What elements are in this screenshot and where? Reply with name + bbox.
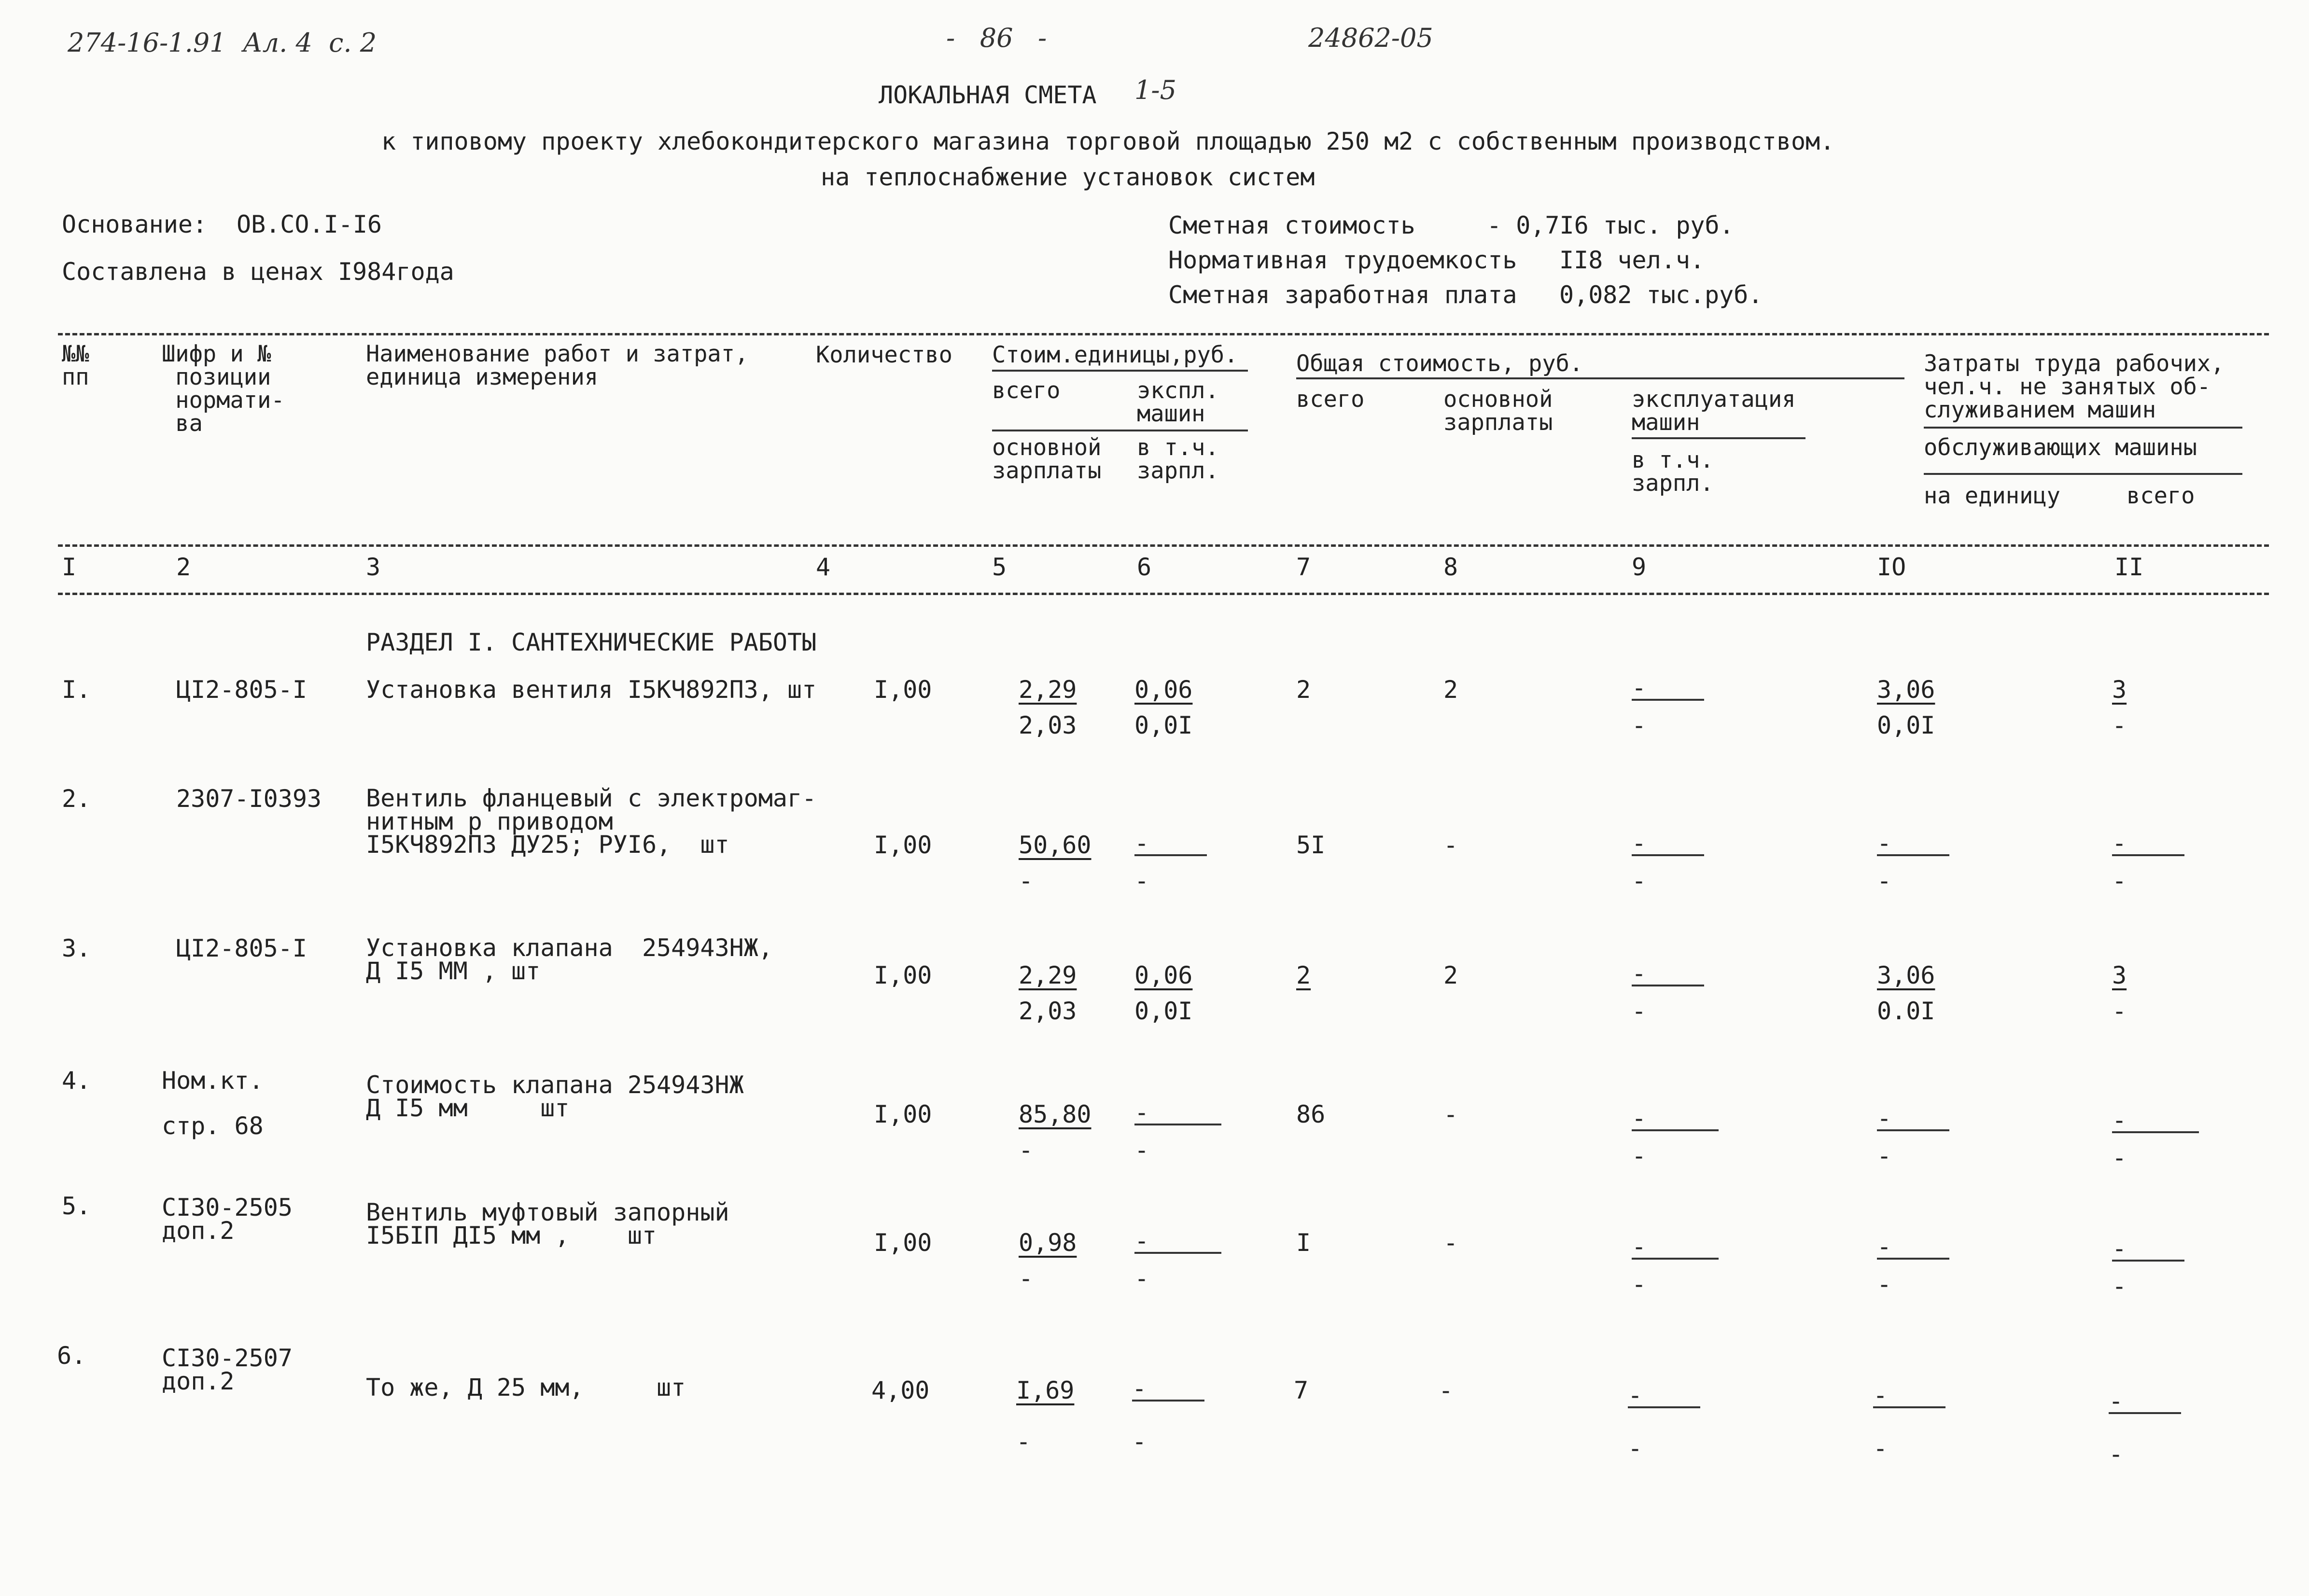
row-labor-total: - xyxy=(2109,1387,2124,1415)
row-total-mach-rule xyxy=(1632,1129,1719,1131)
row-total-mach-wage: - xyxy=(1632,1270,1647,1298)
page-number: - 86 - xyxy=(946,23,1047,53)
row-labor-unit-b: - xyxy=(1877,1270,1892,1298)
row-qty: 4,00 xyxy=(871,1376,930,1404)
row-total: 7 xyxy=(1294,1376,1309,1404)
header-unit-cost-group: Стоим.единицы,руб. xyxy=(992,342,1238,368)
row-unit-mach-wage: - xyxy=(1134,1136,1149,1164)
header-labor-unit: на единицу xyxy=(1924,483,2060,509)
row-total-mach-wage: - xyxy=(1632,997,1647,1025)
row-name: Вентиль муфтовый запорный I5БIП ДI5 мм , шт xyxy=(366,1198,729,1249)
section-title: РАЗДЕЛ I. САНТЕХНИЧЕСКИЕ РАБОТЫ xyxy=(366,628,817,656)
row-labor-unit-rule xyxy=(1873,1406,1945,1408)
row-unit-mach-wage: - xyxy=(1134,867,1149,895)
row-unit-mach-rule xyxy=(1132,1400,1204,1402)
header-unit-wage: основной зарплаты xyxy=(992,434,1102,484)
column-number: 3 xyxy=(366,553,381,581)
header-col-4: Количество xyxy=(816,342,952,368)
row-total-mach-wage: - xyxy=(1632,1142,1647,1170)
row-unit-wage: - xyxy=(1019,867,1034,895)
header-col-3: Наименование работ и затрат, единица измерения xyxy=(366,341,749,390)
row-unit-total: 2,29 xyxy=(1019,676,1077,704)
row-qty: I,00 xyxy=(874,1229,932,1257)
row-unit-mach-rule xyxy=(1134,1252,1221,1254)
labor-label: Нормативная трудоемкость xyxy=(1168,246,1517,274)
row-total-mach-wage: - xyxy=(1632,867,1647,895)
row-total: I xyxy=(1296,1229,1311,1257)
unit-cost-sub-rule xyxy=(992,430,1248,431)
column-number: 4 xyxy=(816,553,831,581)
header-total-mach: эксплуатация машин xyxy=(1632,386,1796,436)
row-labor-total-rule xyxy=(2112,1260,2184,1262)
row-labor-unit-b: - xyxy=(1873,1434,1888,1462)
row-total-mach-rule xyxy=(1632,699,1704,701)
row-unit-wage: - xyxy=(1019,1136,1034,1164)
subtitle-line-1: к типовому проекту хлебокондитерского магазина торговой площадью 250 м2 с собственным производством. xyxy=(381,127,1835,155)
row-unit-wage: 2,03 xyxy=(1019,997,1077,1025)
row-total-wage: - xyxy=(1443,1229,1458,1257)
column-number: I xyxy=(62,553,77,581)
row-labor-total: 3 xyxy=(2112,676,2127,704)
row-labor-total-b: - xyxy=(2112,1272,2127,1300)
row-code: СI30-2507 доп.2 xyxy=(162,1344,293,1395)
document-number: 24862-05 xyxy=(1308,23,1433,53)
column-number: 6 xyxy=(1137,553,1152,581)
header-col-2: Шифр и № позиции нормати- ва xyxy=(162,341,285,437)
cost-label: Сметная стоимость xyxy=(1168,211,1415,239)
header-total-wage: основной зарплаты xyxy=(1443,386,1553,436)
row-unit-total: 85,80 xyxy=(1019,1100,1092,1128)
row-labor-total-rule xyxy=(2112,854,2184,856)
row-number: 6. xyxy=(57,1342,86,1370)
row-qty: I,00 xyxy=(874,676,932,704)
row-unit-wage: - xyxy=(1016,1428,1031,1456)
header-unit-total: всего xyxy=(992,377,1061,404)
row-code-page: стр. 68 xyxy=(162,1112,264,1140)
row-labor-unit-rule xyxy=(1877,1258,1949,1260)
row-unit-mach: - xyxy=(1132,1374,1147,1402)
row-code: Ном.кт. xyxy=(162,1067,264,1095)
row-qty: I,00 xyxy=(874,961,932,989)
basis-label: Основание: xyxy=(62,210,208,238)
row-labor-unit: 3,06 xyxy=(1877,961,1935,989)
labor-rule xyxy=(1924,427,2242,429)
labor-sub-rule xyxy=(1924,473,2242,475)
row-number: I. xyxy=(62,676,91,704)
row-labor-total: - xyxy=(2112,1106,2127,1134)
row-code: СI30-2505 доп.2 xyxy=(162,1194,293,1245)
row-number: 3. xyxy=(62,934,91,962)
header-total-all: всего xyxy=(1296,386,1365,413)
header-top-rule xyxy=(58,333,2269,335)
row-labor-total: 3 xyxy=(2112,961,2127,989)
row-code: ЦI2-805-I xyxy=(176,676,307,704)
row-unit-total: 2,29 xyxy=(1019,961,1077,989)
header-unit-mach-wage: в т.ч. зарпл. xyxy=(1137,434,1219,484)
subtitle-line-2: на теплоснабжение установок систем xyxy=(821,163,1315,191)
header-labor-sub: обслуживающих машины xyxy=(1924,434,2197,461)
row-total-mach: - xyxy=(1632,674,1647,702)
total-cost-rule xyxy=(1296,377,1904,379)
row-labor-unit-b: - xyxy=(1877,867,1892,895)
cost-value: - 0,7I6 тыс. руб. xyxy=(1487,211,1734,239)
header-labor-total: всего xyxy=(2127,483,2195,509)
row-unit-mach: - xyxy=(1134,1227,1149,1255)
row-total-mach-rule xyxy=(1632,854,1704,856)
row-unit-total: I,69 xyxy=(1016,1376,1075,1404)
row-unit-mach-wage: - xyxy=(1134,1264,1149,1292)
row-labor-total-b: - xyxy=(2112,867,2127,895)
row-name: Установка клапана 254943НЖ, Д I5 ММ , шт xyxy=(366,934,773,985)
row-total-wage: - xyxy=(1443,1100,1458,1128)
row-code: 2307-I0393 xyxy=(176,785,322,813)
header-col-1: №№ пп xyxy=(62,341,89,390)
handwritten-reference: 274-16-1.91 Ал. 4 с. 2 xyxy=(68,28,377,58)
row-unit-mach-rule xyxy=(1134,1124,1221,1125)
row-number: 2. xyxy=(62,785,91,813)
header-labor-group: Затраты труда рабочих, чел.ч. не занятых об- служиванием машин xyxy=(1924,350,2225,423)
row-labor-unit: - xyxy=(1877,1233,1892,1261)
unit-cost-rule xyxy=(992,370,1248,372)
row-labor-total: - xyxy=(2112,1235,2127,1263)
column-number: 8 xyxy=(1443,553,1458,581)
header-total-cost-group: Общая стоимость, руб. xyxy=(1296,350,1583,377)
row-unit-wage: - xyxy=(1019,1264,1034,1292)
column-numbers-rule xyxy=(58,593,2269,595)
row-total-mach: - xyxy=(1632,1104,1647,1132)
row-labor-unit-b: 0,0I xyxy=(1877,711,1935,739)
column-number: II xyxy=(2114,553,2144,581)
row-labor-unit: - xyxy=(1873,1381,1888,1409)
row-total-wage: 2 xyxy=(1443,961,1458,989)
row-unit-mach-wage: - xyxy=(1132,1428,1147,1456)
row-total: 86 xyxy=(1296,1100,1326,1128)
header-unit-mach: экспл. машин xyxy=(1137,377,1219,427)
row-labor-unit: - xyxy=(1877,1104,1892,1132)
row-labor-total-rule xyxy=(2112,1131,2199,1133)
row-labor-unit-b: - xyxy=(1877,1142,1892,1170)
row-name: Установка вентиля I5КЧ892ПЗ, шт xyxy=(366,676,817,704)
row-qty: I,00 xyxy=(874,1100,932,1128)
row-name: Вентиль фланцевый с электромаг- нитным р приводом I5КЧ892ПЗ ДУ25; РУI6, шт xyxy=(366,784,817,859)
row-number: 5. xyxy=(62,1192,91,1220)
row-unit-wage: 2,03 xyxy=(1019,711,1077,739)
row-unit-mach-rule xyxy=(1134,854,1207,856)
row-labor-total: - xyxy=(2112,829,2127,857)
row-total-mach: - xyxy=(1632,959,1647,987)
row-total-wage: - xyxy=(1439,1376,1454,1404)
row-total-mach: - xyxy=(1628,1381,1643,1409)
row-total-wage: - xyxy=(1443,831,1458,859)
row-unit-total: 0,98 xyxy=(1019,1229,1077,1257)
row-unit-mach-wage: 0,0I xyxy=(1134,997,1193,1025)
labor-value: II8 чел.ч. xyxy=(1559,246,1705,274)
row-total: 2 xyxy=(1296,961,1311,989)
row-labor-unit: - xyxy=(1877,829,1892,857)
row-labor-unit: 3,06 xyxy=(1877,676,1935,704)
row-name: То же, Д 25 мм, шт xyxy=(366,1374,686,1402)
row-qty: I,00 xyxy=(874,831,932,859)
row-total: 2 xyxy=(1296,676,1311,704)
row-unit-mach: - xyxy=(1134,1098,1149,1126)
row-labor-total-b: - xyxy=(2109,1440,2124,1468)
header-bottom-rule xyxy=(58,544,2269,547)
total-mach-rule xyxy=(1632,437,1805,439)
row-unit-mach: 0,06 xyxy=(1134,961,1193,989)
row-unit-mach-wage: 0,0I xyxy=(1134,711,1193,739)
wage-label: Сметная заработная плата xyxy=(1168,281,1517,309)
row-total-mach-rule xyxy=(1628,1406,1700,1408)
row-number: 4. xyxy=(62,1067,91,1095)
row-total: 5I xyxy=(1296,831,1326,859)
row-total-mach: - xyxy=(1632,1233,1647,1261)
row-unit-total: 50,60 xyxy=(1019,831,1092,859)
row-total-mach-rule xyxy=(1632,985,1704,986)
prices-note: Составлена в ценах I984года xyxy=(62,258,454,286)
row-name: Стоимость клапана 254943НЖ Д I5 мм шт xyxy=(366,1071,744,1122)
row-labor-total-b: - xyxy=(2112,997,2127,1025)
row-total-wage: 2 xyxy=(1443,676,1458,704)
row-labor-total-b: - xyxy=(2112,1144,2127,1172)
row-labor-unit-rule xyxy=(1877,1129,1949,1131)
column-number: 2 xyxy=(176,553,191,581)
column-number: 9 xyxy=(1632,553,1647,581)
page-title: ЛОКАЛЬНАЯ СМЕТА xyxy=(879,81,1097,109)
header-total-mach-wage: в т.ч. зарпл. xyxy=(1632,447,1714,497)
wage-value: 0,082 тыс.руб. xyxy=(1559,281,1763,309)
basis-value: ОВ.СО.I-I6 xyxy=(237,210,382,238)
row-labor-total-b: - xyxy=(2112,711,2127,739)
column-number: IO xyxy=(1877,553,1906,581)
row-code: ЦI2-805-I xyxy=(176,934,307,962)
row-unit-mach: - xyxy=(1134,829,1149,857)
row-total-mach: - xyxy=(1632,829,1647,857)
column-number: 5 xyxy=(992,553,1007,581)
row-total-mach-rule xyxy=(1632,1258,1719,1260)
row-unit-mach: 0,06 xyxy=(1134,676,1193,704)
row-labor-unit-rule xyxy=(1877,854,1949,856)
row-total-mach-wage: - xyxy=(1632,711,1647,739)
row-total-mach-wage: - xyxy=(1628,1434,1643,1462)
row-labor-unit-b: 0.0I xyxy=(1877,997,1935,1025)
row-labor-total-rule xyxy=(2109,1412,2181,1414)
smeta-number: 1-5 xyxy=(1134,75,1176,105)
column-number: 7 xyxy=(1296,553,1311,581)
